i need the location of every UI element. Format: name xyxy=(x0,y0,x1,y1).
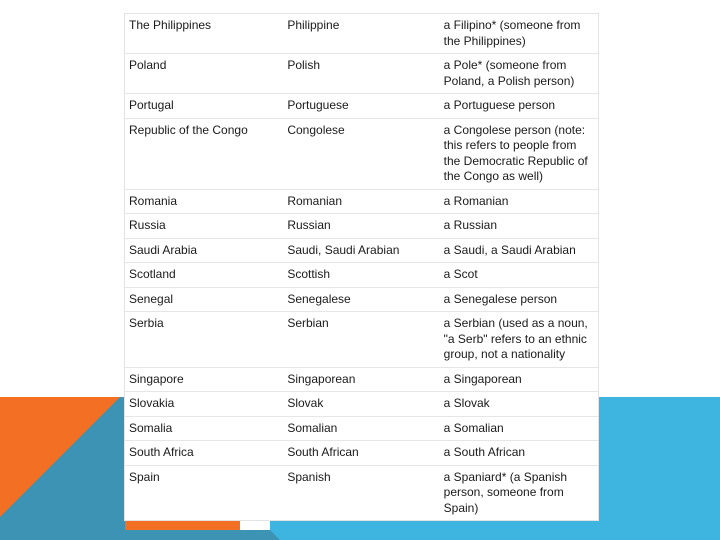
person-cell: a Pole* (someone from Poland, a Polish person) xyxy=(440,54,598,94)
adjective-cell: Slovak xyxy=(283,392,439,417)
table-row xyxy=(125,367,598,392)
adjective-cell: South African xyxy=(283,441,439,466)
country-cell: Serbia xyxy=(125,312,283,368)
table-row xyxy=(125,416,598,441)
person-cell: a Russian xyxy=(440,214,598,239)
person-cell: a Serbian (used as a noun, "a Serb" refers to an ethnic group, not a nationality xyxy=(440,312,598,368)
adjective-cell: Serbian xyxy=(283,312,439,368)
adjective-cell: Scottish xyxy=(283,263,439,288)
person-cell: a Saudi, a Saudi Arabian xyxy=(440,238,598,263)
country-cell: Poland xyxy=(125,54,283,94)
country-cell: Scotland xyxy=(125,263,283,288)
nationality-table-container xyxy=(124,13,599,521)
country-cell: Saudi Arabia xyxy=(125,238,283,263)
adjective-cell: Polish xyxy=(283,54,439,94)
adjective-cell: Spanish xyxy=(287,469,331,484)
person-cell: a Filipino* (someone from the Philippines) xyxy=(440,14,598,54)
adjective-cell: Romanian xyxy=(283,189,439,214)
country-cell: South Africa xyxy=(125,441,283,466)
table-row xyxy=(125,94,598,119)
adjective-cell: Portuguese xyxy=(283,94,439,119)
person-cell: a Congolese person (note: this refers to people from the Democratic Republic of the Congo as well) xyxy=(440,118,598,189)
table-row xyxy=(125,118,598,189)
adjective-cell: Senegalese xyxy=(283,287,439,312)
table-row xyxy=(125,312,598,368)
country-cell: Singapore xyxy=(125,367,283,392)
person-cell: a Senegalese person xyxy=(440,287,598,312)
person-cell: a Portuguese person xyxy=(440,94,598,119)
table-row xyxy=(125,189,598,214)
table-row xyxy=(125,263,598,288)
table-row xyxy=(125,441,598,466)
country-cell: Portugal xyxy=(125,94,283,119)
table-row xyxy=(125,238,598,263)
adjective-cell: Philippine xyxy=(283,14,439,54)
nationality-table xyxy=(125,14,598,520)
person-cell: a Spaniard* (a Spanish person, someone from Spain) xyxy=(443,469,568,515)
country-cell: The Philippines xyxy=(125,14,283,54)
table-row xyxy=(125,14,598,54)
country-cell: Spain xyxy=(129,469,160,484)
person-cell: a Singaporean xyxy=(440,367,598,392)
person-cell: a South African xyxy=(440,441,598,466)
country-cell: Somalia xyxy=(125,416,283,441)
person-cell: a Scot xyxy=(440,263,598,288)
adjective-cell: Singaporean xyxy=(283,367,439,392)
adjective-cell: Russian xyxy=(283,214,439,239)
table-row xyxy=(125,287,598,312)
country-cell: Slovakia xyxy=(125,392,283,417)
table-row xyxy=(125,214,598,239)
person-cell: a Romanian xyxy=(440,189,598,214)
country-cell: Senegal xyxy=(125,287,283,312)
adjective-cell: Somalian xyxy=(283,416,439,441)
person-cell: a Somalian xyxy=(440,416,598,441)
nationality-table-body xyxy=(125,14,598,520)
country-cell: Russia xyxy=(125,214,283,239)
adjective-cell: Saudi, Saudi Arabian xyxy=(283,238,439,263)
country-cell: Romania xyxy=(125,189,283,214)
country-cell: Republic of the Congo xyxy=(125,118,283,189)
table-row xyxy=(125,54,598,94)
person-cell: a Slovak xyxy=(440,392,598,417)
adjective-cell: Congolese xyxy=(283,118,439,189)
table-row xyxy=(125,392,598,417)
table-row xyxy=(125,465,598,520)
